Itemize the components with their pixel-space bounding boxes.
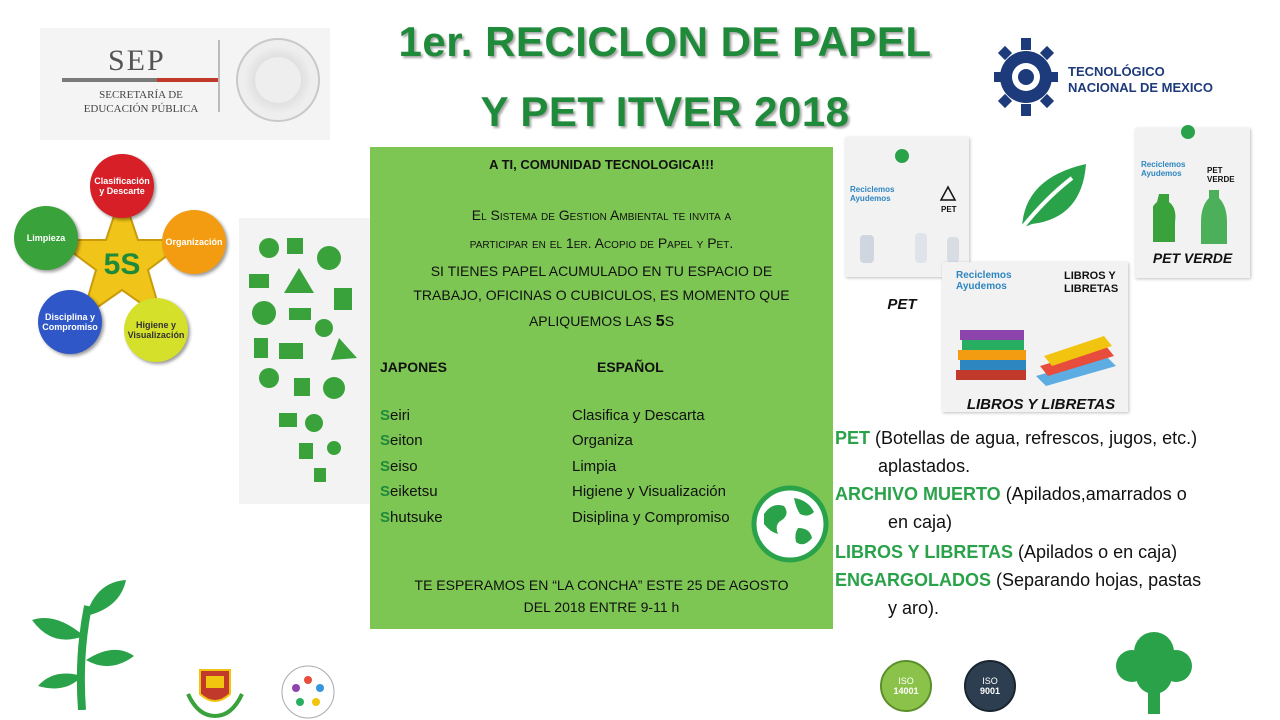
sep-logo <box>40 28 330 140</box>
info-archivo-desc-2: en caja) <box>888 512 953 532</box>
panel-invite-line-1: El Sistema de Gestion Ambiental te invita a <box>471 207 732 223</box>
japanese-term-initial: S <box>380 458 391 475</box>
pet-brand-2: Ayudemos <box>850 194 891 203</box>
recycle-icon <box>939 185 957 203</box>
column-header-spanish: ESPAÑOL <box>597 359 664 375</box>
poster-title-line-2: Y PET ITVER 2018 <box>480 88 850 135</box>
panel-invite-5c: S <box>664 313 675 329</box>
iso-9001-badge <box>964 660 1016 712</box>
libros-header-1: LIBROS Y <box>1064 270 1116 282</box>
five-s-center-label: 5S <box>103 248 141 281</box>
pet-brand-1: Reciclemos <box>850 185 895 194</box>
info-archivo <box>835 482 1187 506</box>
five-s-organizacion: Organización <box>162 210 226 274</box>
japanese-term <box>380 432 423 449</box>
info-engargolados <box>835 568 1201 592</box>
sep-logo-text: SEP <box>108 44 166 77</box>
info-archivo-desc: (Apilados,amarrados o <box>1000 484 1187 504</box>
iso-14001-label: ISO <box>898 676 914 686</box>
japanese-term <box>380 509 443 526</box>
spanish-term: Disiplina y Compromiso <box>572 509 730 526</box>
iso-14001-badge <box>880 660 932 712</box>
japanese-term <box>380 407 410 424</box>
pet-verde-brand-1: Reciclemos <box>1141 160 1186 169</box>
info-pet-desc-2: aplastados. <box>878 456 971 476</box>
libros-brand-1: Reciclemos <box>956 270 1012 281</box>
spanish-term: Limpia <box>572 458 617 475</box>
tecnm-line-1: TECNOLÓGICO <box>1068 64 1165 79</box>
japanese-term <box>380 483 438 500</box>
sep-logo-subtitle <box>62 88 220 116</box>
five-s-higiene: Higiene y Visualización <box>124 298 188 362</box>
panel-invite-5a: APLIQUEMOS LAS <box>528 313 656 329</box>
tecnm-line-2: NACIONAL DE MEXICO <box>1068 80 1213 95</box>
libros-caption: LIBROS Y LIBRETAS <box>966 396 1116 413</box>
info-pet-key: PET <box>835 428 871 448</box>
info-pet <box>835 426 1197 450</box>
tecnm-logo-text <box>1068 64 1213 96</box>
iso-9001-label: ISO <box>982 676 998 686</box>
info-libros-desc: (Apilados o en caja) <box>1013 542 1178 562</box>
pet-verde-brand <box>1141 160 1185 178</box>
plant-icon <box>26 576 136 710</box>
pet-verde-card <box>1135 128 1250 278</box>
column-header-japanese: JAPONES <box>380 359 447 375</box>
info-archivo-key: ARCHIVO MUERTO <box>835 484 1001 504</box>
spanish-term: Clasifica y Descarta <box>572 407 705 424</box>
pet-verde-caption: PET VERDE <box>1152 250 1233 266</box>
five-s-disciplina: Disciplina y Compromiso <box>38 290 102 354</box>
pet-verde-brand-2: Ayudemos <box>1141 169 1182 178</box>
info-engargolados-desc: (Separando hojas, pastas <box>991 570 1202 590</box>
japanese-term-initial: S <box>380 432 391 449</box>
bottles-icon <box>855 227 965 267</box>
info-engargolados-desc-2: y aro). <box>888 598 940 618</box>
panel-invite-line-2: participar en el 1er. Acopio de Papel y Pet. <box>469 235 734 251</box>
info-engargolados-key: ENGARGOLADOS <box>835 570 992 590</box>
globe-icon <box>750 484 830 564</box>
itv-shield-icon <box>182 666 248 718</box>
pet-card-label: PET <box>941 205 957 214</box>
eco-heart-icon <box>239 218 370 504</box>
libros-brand-2: Ayudemos <box>956 281 1007 292</box>
pet-caption: PET <box>887 296 917 313</box>
info-libros <box>835 540 1177 564</box>
mexico-seal-icon <box>236 38 320 122</box>
books-icon <box>956 316 1116 386</box>
libros-card <box>942 262 1128 412</box>
sep-logo-subtitle-1: SECRETARÍA DE <box>99 89 183 101</box>
spanish-term: Organiza <box>572 432 633 449</box>
panel-invite-line-5 <box>370 313 833 331</box>
pin-icon <box>1178 124 1198 144</box>
japanese-term <box>380 458 418 475</box>
panel-footer-line-1: TE ESPERAMOS EN “LA CONCHA” ESTE 25 DE AGOSTO <box>414 577 789 593</box>
japanese-term-initial: S <box>380 483 391 500</box>
japanese-term-rest: eiketsu <box>390 483 438 500</box>
tecnm-gear-icon <box>992 30 1060 124</box>
five-s-diagram <box>12 152 232 362</box>
poster-title-line-1: 1er. RECICLON DE PAPEL <box>398 18 932 65</box>
japanese-term-rest: eiton <box>390 432 423 449</box>
japanese-term-rest: eiri <box>390 407 411 424</box>
japanese-term-initial: S <box>380 509 391 526</box>
tree-icon <box>1110 626 1198 716</box>
pet-card-brand <box>850 185 894 203</box>
sep-logo-divider <box>218 40 220 112</box>
libros-header-2: LIBRETAS <box>1064 283 1119 295</box>
equality-seal-icon <box>280 664 336 720</box>
sep-logo-subtitle-2: EDUCACIÓN PÚBLICA <box>83 103 199 115</box>
panel-footer-line-2: DEL 2018 ENTRE 9-11 h <box>523 599 680 615</box>
info-libros-key: LIBROS Y LIBRETAS <box>835 542 1014 562</box>
japanese-term-rest: eiso <box>390 458 418 475</box>
info-pet-desc: (Botellas de agua, refrescos, jugos, etc.) <box>870 428 1198 448</box>
panel-invite-line-4: TRABAJO, OFICINAS O CUBICULOS, ES MOMENTO QUE <box>413 287 790 303</box>
panel-invite-line-3: SI TIENES PAPEL ACUMULADO EN TU ESPACIO DE <box>430 263 773 279</box>
green-bottles-icon <box>1153 184 1233 244</box>
five-s-clasificacion: Clasificación y Descarte <box>90 154 154 218</box>
libros-card-brand <box>956 270 1012 292</box>
eco-icons-illustration <box>239 218 370 504</box>
panel-invite-5b: 5 <box>655 313 665 330</box>
leaf-icon <box>1016 158 1092 234</box>
iso-14001-number: 14001 <box>893 686 919 696</box>
five-s-limpieza: Limpieza <box>14 206 78 270</box>
sep-logo-rule <box>62 78 220 82</box>
pin-icon <box>892 148 912 168</box>
panel-greeting: A TI, COMUNIDAD TECNOLOGICA!!! <box>489 157 714 172</box>
japanese-term-rest: hutsuke <box>390 509 443 526</box>
iso-9001-number: 9001 <box>979 686 1001 696</box>
pet-verde-label: PET VERDE <box>1207 166 1235 184</box>
japanese-term-initial: S <box>380 407 391 424</box>
libros-card-header <box>1064 270 1118 296</box>
spanish-term: Higiene y Visualización <box>572 483 726 500</box>
